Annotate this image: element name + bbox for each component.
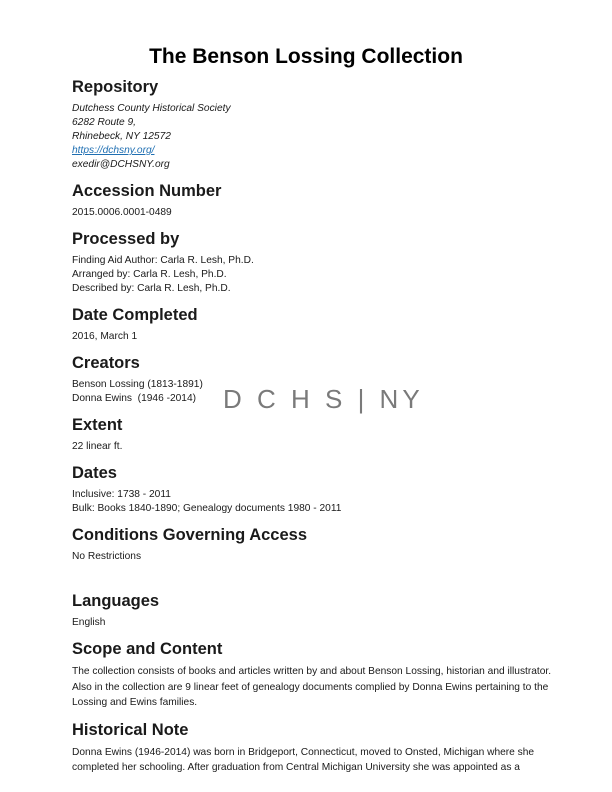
document-title: The Benson Lossing Collection [149, 45, 463, 68]
dchs-ny-watermark: D C H S | NY [223, 384, 424, 414]
accession-number: 2015.0006.0001-0489 [72, 207, 172, 218]
document-content [72, 76, 562, 776]
date-completed-section [72, 304, 562, 344]
access-value: No Restrictions [72, 551, 142, 562]
languages-value: English [72, 617, 106, 628]
access-heading: Conditions Governing Access [72, 526, 308, 544]
extent-value: 22 linear ft. [72, 441, 123, 452]
historical-text: Donna Ewins (1946-2014) was born in Bridgeport, Connecticut, moved to Onsted, Michigan where she completed her schooling. After graduation from Central Michigan University she was appointed as a [72, 746, 535, 774]
creators-section [72, 352, 562, 406]
repository-city: Rhinebeck, NY 12572 [72, 131, 171, 142]
dates-heading: Dates [72, 464, 117, 482]
historical-heading: Historical Note [72, 720, 189, 739]
date-completed-value: 2016, March 1 [72, 331, 138, 342]
accession-heading: Accession Number [72, 182, 222, 200]
creator-item: Donna Ewins (1946 -2014) [72, 393, 197, 404]
date-completed-heading: Date Completed [72, 306, 198, 324]
historical-section [72, 719, 562, 776]
creator-item: Benson Lossing (1813-1891) [72, 379, 203, 390]
repository-section [72, 76, 562, 172]
described-by: Described by: Carla R. Lesh, Ph.D. [72, 283, 231, 294]
repository-email: exedir@DCHSNY.org [72, 159, 170, 170]
scope-section [72, 638, 562, 711]
dates-section [72, 462, 562, 516]
dates-bulk: Bulk: Books 1840-1890; Genealogy documents 1980 - 2011 [72, 503, 342, 514]
extent-heading: Extent [72, 416, 123, 434]
extent-section [72, 414, 562, 454]
repository-website-link[interactable]: https://dchsny.org/ [72, 145, 155, 156]
access-section [72, 524, 562, 564]
scope-heading: Scope and Content [72, 640, 223, 658]
processed-heading: Processed by [72, 230, 180, 248]
repository-name: Dutchess County Historical Society [72, 103, 231, 114]
repository-heading: Repository [72, 78, 159, 96]
arranged-by: Arranged by: Carla R. Lesh, Ph.D. [72, 269, 227, 280]
languages-section [72, 590, 562, 630]
dates-inclusive: Inclusive: 1738 - 2011 [72, 489, 171, 500]
languages-heading: Languages [72, 592, 160, 610]
finding-aid-author: Finding Aid Author: Carla R. Lesh, Ph.D. [72, 255, 254, 266]
creators-heading: Creators [72, 354, 140, 372]
accession-section [72, 180, 562, 220]
repository-address [72, 102, 562, 172]
repository-street: 6282 Route 9, [72, 117, 137, 128]
processed-section [72, 228, 562, 296]
scope-text: The collection consists of books and articles written by and about Benson Lossing, historian and illustrator. Also in the collection are 9 linear feet of genealogy documents complied by Donna Ewins pertaining to the Lossing and Ewins families. [72, 666, 552, 709]
